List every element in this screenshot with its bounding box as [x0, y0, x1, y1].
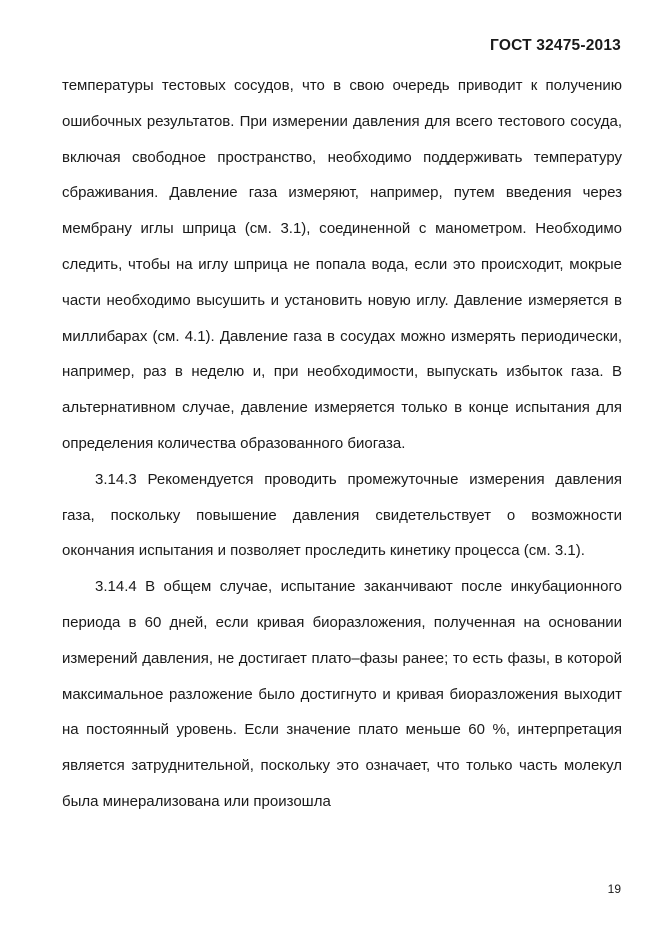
document-header: ГОСТ 32475-2013: [490, 37, 621, 54]
paragraph-3-14-4: 3.14.4 В общем случае, испытание заканчивают после инкубационного периода в 60 дней, если кривая биоразложения, полученная на основании измерений давления, не достигает плато–фазы ранее; то есть фазы, в которой максимальное разложение было достигнуто и кривая биоразложения выходит на постоянный уровень. Если значение плато меньше 60 %, интерпретация является затруднительной, поскольку это означает, что только часть молекул была минерализована или произошла: [62, 578, 622, 810]
document-body: [62, 68, 622, 820]
page-number: 19: [607, 882, 621, 896]
paragraph-3-14-3: 3.14.3 Рекомендуется проводить промежуточные измерения давления газа, поскольку повышение давления свидетельствует о возможности окончания испытания и позволяет проследить кинетику процесса (см. 3.1).: [62, 470, 622, 560]
paragraph-continuation: температуры тестовых сосудов, что в свою очередь приводит к получению ошибочных результатов. При измерении давления для всего тестового сосуда, включая свободное пространство, необходимо поддерживать температуру сбраживания. Давление газа измеряют, например, путем введения через мембрану иглы шприца (см. 3.1), соединенной с манометром. Необходимо следить, чтобы на иглу шприца не попала вода, если это происходит, мокрые части необходимо высушить и установить новую иглу. Давление измеряется в миллибарах (см. 4.1). Давление газа в сосудах можно измерять периодически, например, раз в неделю и, при необходимости, выпускать избыток газа. В альтернативном случае, давление измеряется только в конце испытания для определения количества образованного биогаза.: [62, 77, 622, 452]
